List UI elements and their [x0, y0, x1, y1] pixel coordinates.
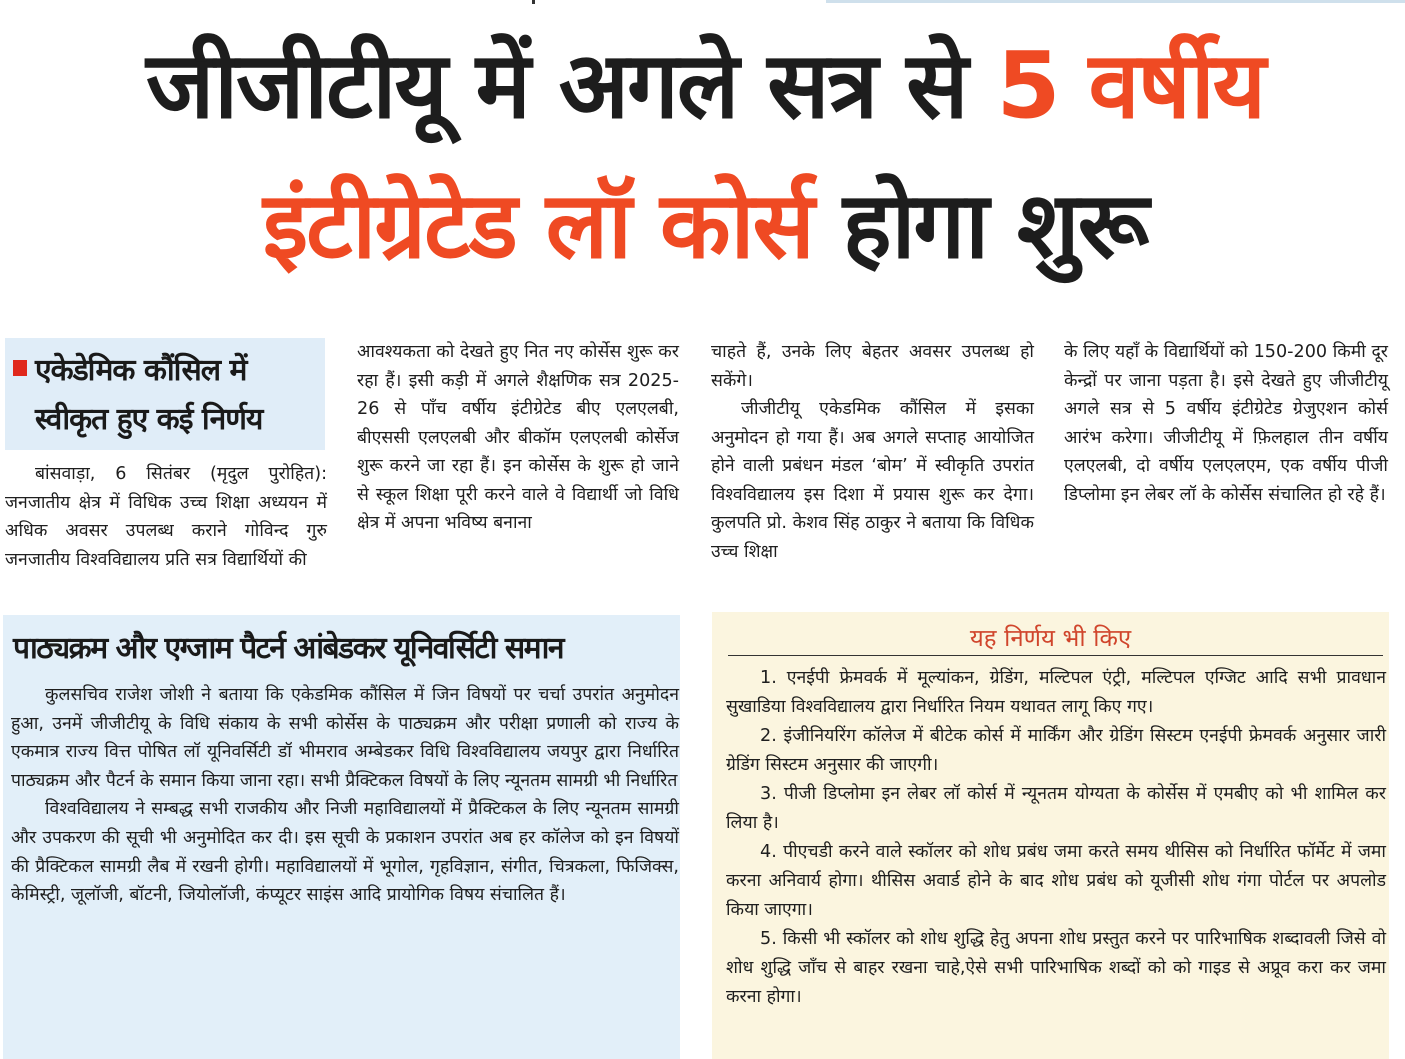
subhead-box	[5, 338, 325, 450]
headline-line-2-red: इंटीग्रेटेड लॉ कोर्स	[262, 172, 813, 279]
top-border-line	[826, 0, 1405, 3]
article-column-4	[1064, 338, 1388, 509]
column-3-text-a: चाहते हैं, उनके लिए बेहतर अवसर उपलब्ध हो सकेंगे।	[711, 342, 1034, 391]
decision-item: 5. किसी भी स्कॉलर को शोध शुद्धि हेतु अपना शोध प्रस्तुत करने पर पारिभाषिक शब्दावली जिसे वो शोध शुद्धि जाँच से बाहर रखना चाहे,ऐसे सभी पारिभाषिक शब्दों को को गाइड से अप्रूव करा कर जमा करना होगा।	[726, 929, 1386, 1007]
article-column-3	[711, 338, 1034, 566]
column-2-text: आवश्यकता को देखते हुए नित नए कोर्सेस शुरू कर रहा हैं। इसी कड़ी में अगले शैक्षणिक सत्र 2025-26 से पाँच वर्षीय इंटीग्रेटेड बीए एलएलबी, बीएससी एलएलबी और बीकॉम एलएलबी कोर्सेज शुरू करने जा रहा हैं। इन कोर्सेस के शुरू हो जाने से स्कूल शिक्षा पूरी करने वाले वे विद्यार्थी जो विधि क्षेत्र में अपना भविष्य बनाना	[357, 342, 679, 533]
column-4-text: के लिए यहाँ के विद्यार्थियों को 150-200 किमी दूर केन्द्रों पर जाना पड़ता है। इसे देखते हुए जीजीटीयू अगले सत्र से 5 वर्षीय इंटीग्रेटेड ग्रेजुएशन कोर्स आरंभ करेगा। जीजीटीयू में फ़िलहाल तीन वर्षीय एलएलबी, दो वर्षीय एलएलएम, एक वर्षीय पीजी डिप्लोमा इन लेबर लॉ के कोर्सेस संचालित हो रहे हैं।	[1064, 342, 1388, 505]
syllabus-paragraph-1: कुलसचिव राजेश जोशी ने बताया कि एकेडमिक कौंसिल में जिन विषयों पर चर्चा उपरांत अनुमोदन हुआ, उनमें जीजीटीयू के विधि संकाय के सभी कोर्सेस के पाठ्यक्रम और परीक्षा प्रणाली को राज्य के एकमात्र राज्य वित्त पोषित लॉ यूनिवर्सिटी डॉ भीमराव अम्बेडकर विधि विश्वविद्यालय जयपुर द्वारा निर्धारित पाठ्यक्रम और पैटर्न के समान किया जाना रहा। सभी प्रैक्टिकल विषयों के लिए न्यूनतम सामग्री भी निर्धारित	[11, 685, 679, 791]
syllabus-panel-title: पाठ्यक्रम और एग्जाम पैटर्न आंबेडकर यूनिवर्सिटी समान	[13, 631, 563, 666]
headline-line-2-black: होगा शुरू	[842, 172, 1148, 279]
decision-item: 1. एनईपी फ्रेमवर्क में मूल्यांकन, ग्रेडिंग, मल्टिपल एंट्री, मल्टिपल एग्जिट आदि सभी प्रावधान सुखाडिया विश्वविद्यालय द्वारा निर्धारित नियम यथावत लागू किए गए।	[726, 668, 1386, 717]
article-column-2	[357, 338, 679, 538]
article-column-1	[5, 460, 327, 574]
headline-line-1-black: जीजीटीयू में अगले सत्र से	[145, 32, 967, 139]
top-mark	[532, 0, 535, 4]
decision-item: 2. इंजीनियरिंग कॉलेज में बीटेक कोर्स में मार्किंग और ग्रेडिंग सिस्टम एनईपी फ्रेमवर्क अनुसार जारी ग्रेडिंग सिस्टम अनुसार की जाएगी।	[726, 726, 1386, 775]
decisions-panel-title: यह निर्णय भी किए	[969, 624, 1132, 652]
column-3-text-b: जीजीटीयू एकेडमिक कौंसिल में इसका अनुमोदन हो गया हैं। अब अगले सप्ताह आयोजित होने वाली प्रबंधन मंडल ‘बोम’ में स्वीकृति उपरांत विश्वविद्यालय इस दिशा में प्रयास शुरू कर देगा। कुलपति प्रो. केशव सिंह ठाकुर ने बताया कि विधिक उच्च शिक्षा	[711, 399, 1034, 562]
decisions-panel	[712, 612, 1389, 1059]
bullet-square-icon	[13, 360, 27, 376]
decisions-list	[726, 664, 1386, 1012]
column-1-text: बांसवाड़ा, 6 सितंबर (मृदुल पुरोहित): जनजातीय क्षेत्र में विधिक उच्च शिक्षा अध्ययन में अधिक अवसर उपलब्ध कराने गोविन्द गुरु जनजातीय विश्वविद्यालय प्रति सत्र विद्यार्थियों की	[5, 464, 327, 570]
syllabus-panel	[3, 615, 680, 1059]
headline-line-1-red: 5 वर्षीय	[996, 32, 1265, 139]
subhead-title: एकेडेमिक कौंसिल में स्वीकृत हुए कई निर्णय	[35, 353, 263, 437]
headline-line-2	[10, 172, 1400, 279]
syllabus-panel-body	[11, 681, 679, 910]
decisions-divider	[728, 655, 1383, 656]
decision-item: 4. पीएचडी करने वाले स्कॉलर को शोध प्रबंध जमा करते समय थीसिस को निर्धारित फॉर्मेट में जमा करना अनिवार्य होगा। थीसिस अवार्ड होने के बाद शोध प्रबंध को यूजीसी शोध गंगा पोर्टल पर अपलोड किया जाएगा।	[726, 842, 1386, 920]
decision-item: 3. पीजी डिप्लोमा इन लेबर लॉ कोर्स में न्यूनतम योग्यता के कोर्सेस में एमबीए को भी शामिल कर लिया है।	[726, 784, 1386, 833]
headline-line-1	[10, 32, 1400, 139]
syllabus-paragraph-2: विश्वविद्यालय ने सम्बद्ध सभी राजकीय और निजी महाविद्यालयों में प्रैक्टिकल के लिए न्यूनतम सामग्री और उपकरण की सूची भी अनुमोदित कर दी। इस सूची के प्रकाशन उपरांत अब हर कॉलेज को इन विषयों की प्रैक्टिकल सामग्री लैब में रखनी होगी। महाविद्यालयों में भूगोल, गृहविज्ञान, संगीत, चित्रकला, फिजिक्स, केमिस्ट्री, जूलॉजी, बॉटनी, जियोलॉजी, कंप्यूटर साइंस आदि प्रायोगिक विषय संचालित हैं।	[11, 799, 679, 906]
